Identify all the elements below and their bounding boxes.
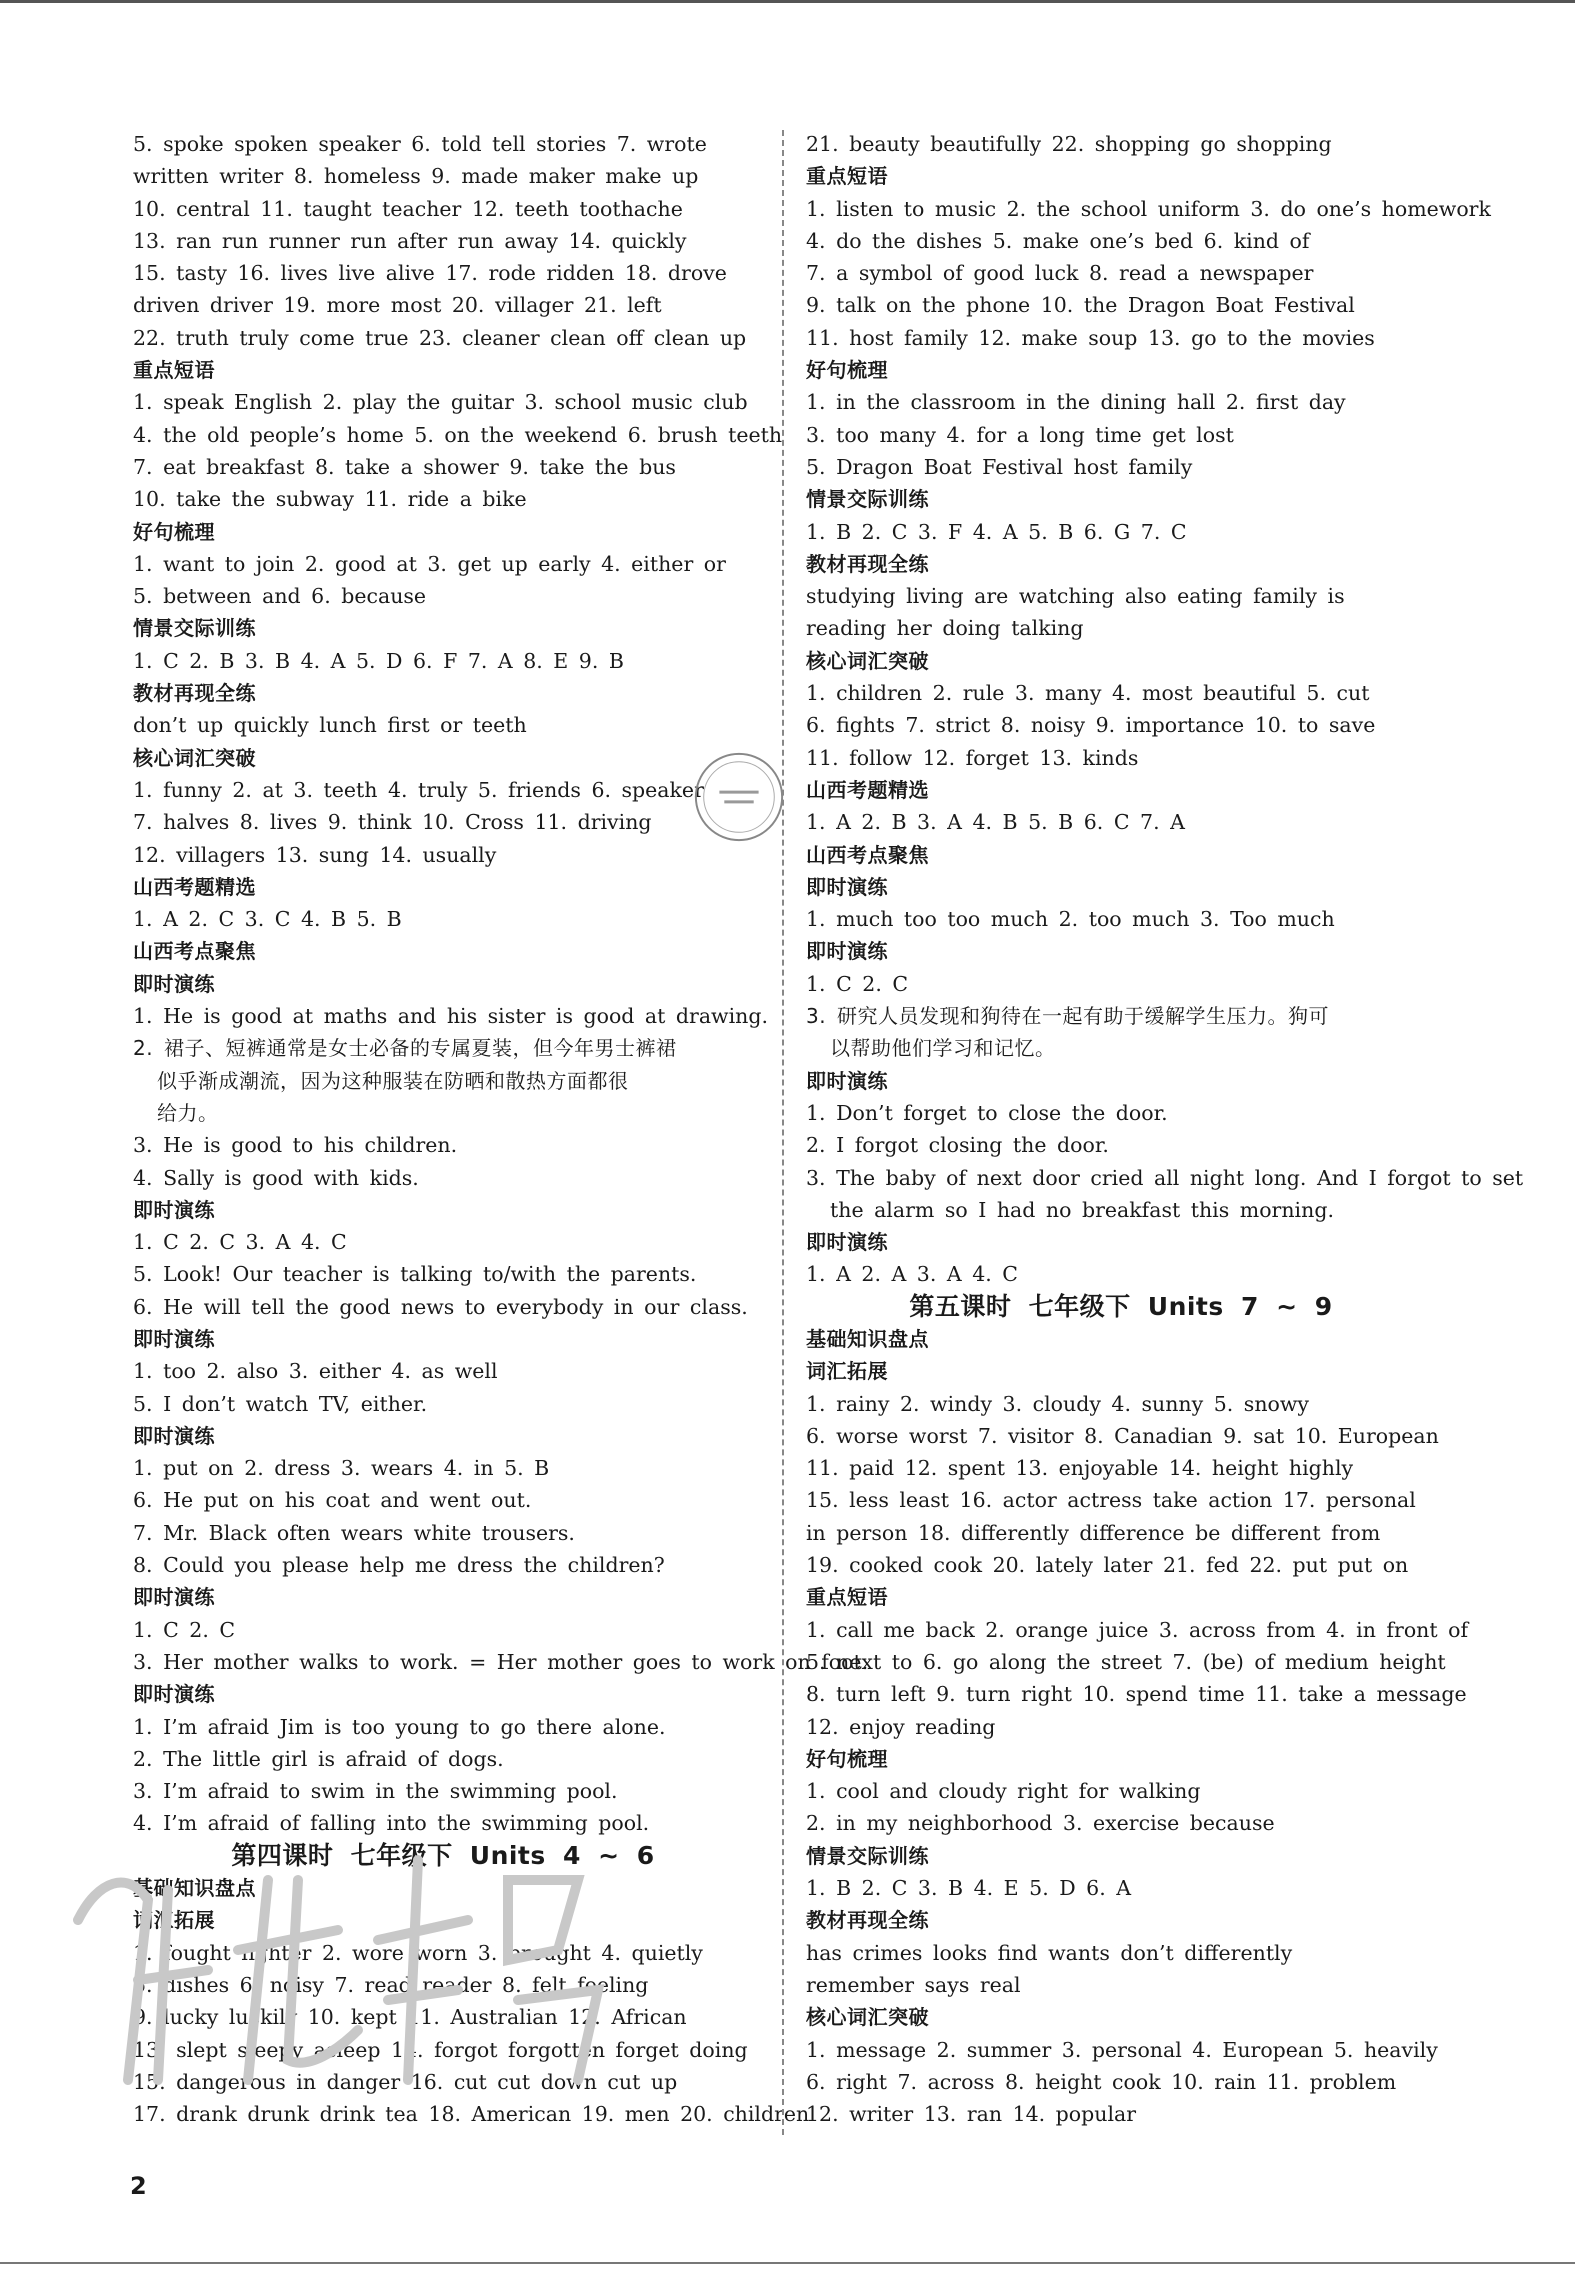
section-heading: 好句梳理 xyxy=(806,358,888,383)
section-heading: 即时演练 xyxy=(133,1326,215,1351)
answer-line: written writer 8. homeless 9. made maker make up xyxy=(133,164,699,189)
answer-line: 6. right 7. across 8. height cook 10. rain 11. problem xyxy=(806,2069,1397,2094)
answer-line: 8. turn left 9. turn right 10. spend time 11. take a message xyxy=(806,1682,1467,1707)
answer-line: 7. Mr. Black often wears white trousers. xyxy=(133,1520,575,1545)
section-heading: 山西考点聚焦 xyxy=(806,842,929,867)
answer-line: 3. Her mother walks to work. = Her mother goes to work on foot. xyxy=(133,1649,869,1674)
section-heading: 重点短语 xyxy=(806,164,888,189)
answer-line: 2. in my neighborhood 3. exercise because xyxy=(806,1811,1275,1836)
answer-line: 15. dangerous in danger 16. cut cut down cut up xyxy=(133,2069,678,2094)
answer-line: 11. follow 12. forget 13. kinds xyxy=(806,745,1139,770)
answer-line: 17. drank drunk drink tea 18. American 19. men 20. children xyxy=(133,2102,810,2127)
answer-line: remember says real xyxy=(806,1972,1021,1997)
answer-line: 1. in the classroom in the dining hall 2. first day xyxy=(806,390,1346,415)
answer-line: reading her doing talking xyxy=(806,616,1084,641)
answer-line: 19. cooked cook 20. lately later 21. fed 22. put put on xyxy=(806,1553,1409,1578)
answer-line: 11. paid 12. spent 13. enjoyable 14. height highly xyxy=(806,1456,1354,1481)
section-heading: 即时演练 xyxy=(806,939,888,964)
answer-line: 15. less least 16. actor actress take action 17. personal xyxy=(806,1488,1416,1513)
answer-line: 1. C 2. C 3. A 4. C xyxy=(133,1230,347,1255)
answer-line: 5. between and 6. because xyxy=(133,584,427,609)
answer-line: 4. the old people’s home 5. on the weekend 6. brush teeth xyxy=(133,422,783,447)
section-heading: 教材再现全练 xyxy=(806,551,929,576)
answer-line: 2. The little girl is afraid of dogs. xyxy=(133,1746,504,1771)
answer-line: 12. enjoy reading xyxy=(806,1714,996,1739)
answer-line: 5. I don’t watch TV, either. xyxy=(133,1391,428,1416)
answer-line: 以帮助他们学习和记忆。 xyxy=(830,1036,1056,1061)
answer-line: 1. put on 2. dress 3. wears 4. in 5. B xyxy=(133,1456,550,1481)
answer-line: 3. The baby of next door cried all night long. And I forgot to set xyxy=(806,1165,1524,1190)
answer-line: 8. Could you please help me dress the children? xyxy=(133,1553,665,1578)
answer-line: 6. worse worst 7. visitor 8. Canadian 9. sat 10. European xyxy=(806,1423,1439,1448)
answer-line: 1. B 2. C 3. F 4. A 5. B 6. G 7. C xyxy=(806,519,1187,544)
answer-line: 12. writer 13. ran 14. popular xyxy=(806,2102,1137,2127)
answer-line: 1. Don’t forget to close the door. xyxy=(806,1100,1168,1125)
answer-line: 1. He is good at maths and his sister is good at drawing. xyxy=(133,1004,769,1029)
answer-line: 4. Sally is good with kids. xyxy=(133,1165,419,1190)
watermark-graphic xyxy=(38,1800,738,2100)
section-heading: 即时演练 xyxy=(806,1230,888,1255)
answer-line: 1. message 2. summer 3. personal 4. European 5. heavily xyxy=(806,2037,1438,2062)
answer-line: don’t up quickly lunch first or teeth xyxy=(133,713,527,738)
answer-line: 7. eat breakfast 8. take a shower 9. take the bus xyxy=(133,454,676,479)
answer-line: 1. speak English 2. play the guitar 3. school music club xyxy=(133,390,748,415)
section-heading: 情景交际训练 xyxy=(806,487,929,512)
answer-line: 4. I’m afraid of falling into the swimming pool. xyxy=(133,1811,650,1836)
answer-line: 1. B 2. C 3. B 4. E 5. D 6. A xyxy=(806,1876,1132,1901)
answer-line: 5. spoke spoken speaker 6. told tell stories 7. wrote xyxy=(133,132,707,156)
answer-line: 1. C 2. C xyxy=(133,1617,236,1642)
section-heading: 山西考题精选 xyxy=(806,777,929,802)
section-heading: 即时演练 xyxy=(806,874,888,899)
page-number: 2 xyxy=(130,2172,147,2200)
section-heading: 核心词汇突破 xyxy=(806,648,929,673)
answer-line: 1. A 2. B 3. A 4. B 5. B 6. C 7. A xyxy=(806,810,1185,835)
answer-line: 似乎渐成潮流，因为这种服装在防晒和散热方面都很 xyxy=(157,1068,629,1093)
answer-line: 1. want to join 2. good at 3. get up early 4. either or xyxy=(133,551,726,576)
answer-line: 5. dishes 6. noisy 7. read reader 8. felt feeling xyxy=(133,1972,649,1997)
answer-line: 1. C 2. C xyxy=(806,971,909,996)
answer-line: 1. funny 2. at 3. teeth 4. truly 5. friends 6. speaker xyxy=(133,777,704,802)
answer-line: 1. cool and cloudy right for walking xyxy=(806,1779,1201,1804)
seal-stamp-icon xyxy=(690,748,788,846)
answer-line: studying living are watching also eating family is xyxy=(806,584,1345,609)
answer-line: 4. do the dishes 5. make one’s bed 6. kind of xyxy=(806,228,1310,253)
answer-line: 5. Dragon Boat Festival host family xyxy=(806,454,1193,479)
section-heading: 即时演练 xyxy=(133,971,215,996)
answer-line: 7. halves 8. lives 9. think 10. Cross 11. driving xyxy=(133,810,652,835)
section-heading: 即时演练 xyxy=(806,1068,888,1093)
section-heading: 山西考题精选 xyxy=(133,874,256,899)
answer-line: 13. ran run runner run after run away 14. quickly xyxy=(133,228,687,253)
section-heading: 即时演练 xyxy=(133,1197,215,1222)
section-heading: 情景交际训练 xyxy=(133,616,256,641)
answer-line: 11. host family 12. make soup 13. go to the movies xyxy=(806,325,1375,350)
bottom-border xyxy=(0,2262,1575,2264)
column-divider xyxy=(782,130,784,2135)
answer-line: 3. I’m afraid to swim in the swimming pool. xyxy=(133,1779,618,1804)
answer-line: 1. listen to music 2. the school uniform 3. do one’s homework xyxy=(806,196,1491,221)
answer-line: 10. take the subway 11. ride a bike xyxy=(133,487,527,512)
section-heading: 情景交际训练 xyxy=(806,1843,929,1868)
answer-line: 6. He will tell the good news to everybody in our class. xyxy=(133,1294,748,1319)
lesson-title: 第四课时 七年级下 Units 4 ~ 6 xyxy=(231,1840,655,1870)
answer-line: 12. villagers 13. sung 14. usually xyxy=(133,842,497,867)
section-heading: 山西考点聚焦 xyxy=(133,939,256,964)
answer-line: 13. slept sleepy asleep 14. forgot forgotten forget doing xyxy=(133,2037,748,2062)
section-heading: 即时演练 xyxy=(133,1423,215,1448)
answer-line: 9. talk on the phone 10. the Dragon Boat Festival xyxy=(806,293,1355,318)
answer-line: has crimes looks find wants don’t differently xyxy=(806,1940,1293,1965)
answer-line: the alarm so I had no breakfast this morning. xyxy=(830,1197,1334,1222)
answer-line: 给力。 xyxy=(157,1100,219,1125)
answer-line: 15. tasty 16. lives live alive 17. rode ridden 18. drove xyxy=(133,261,727,286)
section-heading: 核心词汇突破 xyxy=(133,745,256,770)
answer-line: 3. 研究人员发现和狗待在一起有助于缓解学生压力。狗可 xyxy=(806,1004,1329,1029)
section-heading: 重点短语 xyxy=(806,1585,888,1610)
answer-line: 1. call me back 2. orange juice 3. across from 4. in front of xyxy=(806,1617,1469,1642)
answer-line: 22. truth truly come true 23. cleaner clean off clean up xyxy=(133,325,747,350)
answer-line: 1. rainy 2. windy 3. cloudy 4. sunny 5. snowy xyxy=(806,1391,1310,1416)
answer-line: driven driver 19. more most 20. villager 21. left xyxy=(133,293,662,318)
top-border xyxy=(0,0,1575,3)
section-heading: 词汇拓展 xyxy=(133,1908,215,1933)
answer-line: 2. I forgot closing the door. xyxy=(806,1133,1109,1158)
section-heading: 好句梳理 xyxy=(133,519,215,544)
answer-line: 1. fought fighter 2. wore worn 3. brought 4. quietly xyxy=(133,1940,703,1965)
answer-line: 21. beauty beautifully 22. shopping go shopping xyxy=(806,132,1332,156)
section-heading: 教材再现全练 xyxy=(133,681,256,706)
answer-line: 3. too many 4. for a long time get lost xyxy=(806,422,1234,447)
section-heading: 核心词汇突破 xyxy=(806,2005,929,2030)
answer-line: 3. He is good to his children. xyxy=(133,1133,458,1158)
answer-line: 1. too 2. also 3. either 4. as well xyxy=(133,1359,498,1384)
answer-line: 1. I’m afraid Jim is too young to go there alone. xyxy=(133,1714,666,1739)
answer-line: 1. children 2. rule 3. many 4. most beautiful 5. cut xyxy=(806,681,1370,706)
answer-line: 7. a symbol of good luck 8. read a newspaper xyxy=(806,261,1314,286)
answer-line: 5. Look! Our teacher is talking to/with the parents. xyxy=(133,1262,697,1287)
lesson-title: 第五课时 七年级下 Units 7 ~ 9 xyxy=(909,1291,1333,1321)
answer-line: 6. He put on his coat and went out. xyxy=(133,1488,532,1513)
answer-line: 9. lucky luckily 10. kept 11. Australian 12. African xyxy=(133,2005,687,2030)
answer-line: in person 18. differently difference be different from xyxy=(806,1520,1381,1545)
section-heading: 教材再现全练 xyxy=(806,1908,929,1933)
answer-line: 5. next to 6. go along the street 7. (be) of medium height xyxy=(806,1649,1446,1674)
answer-line: 6. fights 7. strict 8. noisy 9. importance 10. to save xyxy=(806,713,1376,738)
section-heading: 基础知识盘点 xyxy=(806,1326,929,1351)
answer-line: 1. A 2. C 3. C 4. B 5. B xyxy=(133,907,402,932)
section-heading: 基础知识盘点 xyxy=(133,1876,256,1901)
answer-line: 1. C 2. B 3. B 4. A 5. D 6. F 7. A 8. E 9. B xyxy=(133,648,624,673)
section-heading: 词汇拓展 xyxy=(806,1359,888,1384)
answer-line: 2. 裙子、短裤通常是女士必备的专属夏装，但今年男士裤裙 xyxy=(133,1036,677,1061)
answer-line: 1. much too too much 2. too much 3. Too much xyxy=(806,907,1335,932)
section-heading: 即时演练 xyxy=(133,1585,215,1610)
section-heading: 重点短语 xyxy=(133,358,215,383)
section-heading: 好句梳理 xyxy=(806,1746,888,1771)
answer-line: 1. A 2. A 3. A 4. C xyxy=(806,1262,1018,1287)
section-heading: 即时演练 xyxy=(133,1682,215,1707)
right-column xyxy=(806,128,1524,2130)
answer-line: 10. central 11. taught teacher 12. teeth toothache xyxy=(133,196,683,221)
